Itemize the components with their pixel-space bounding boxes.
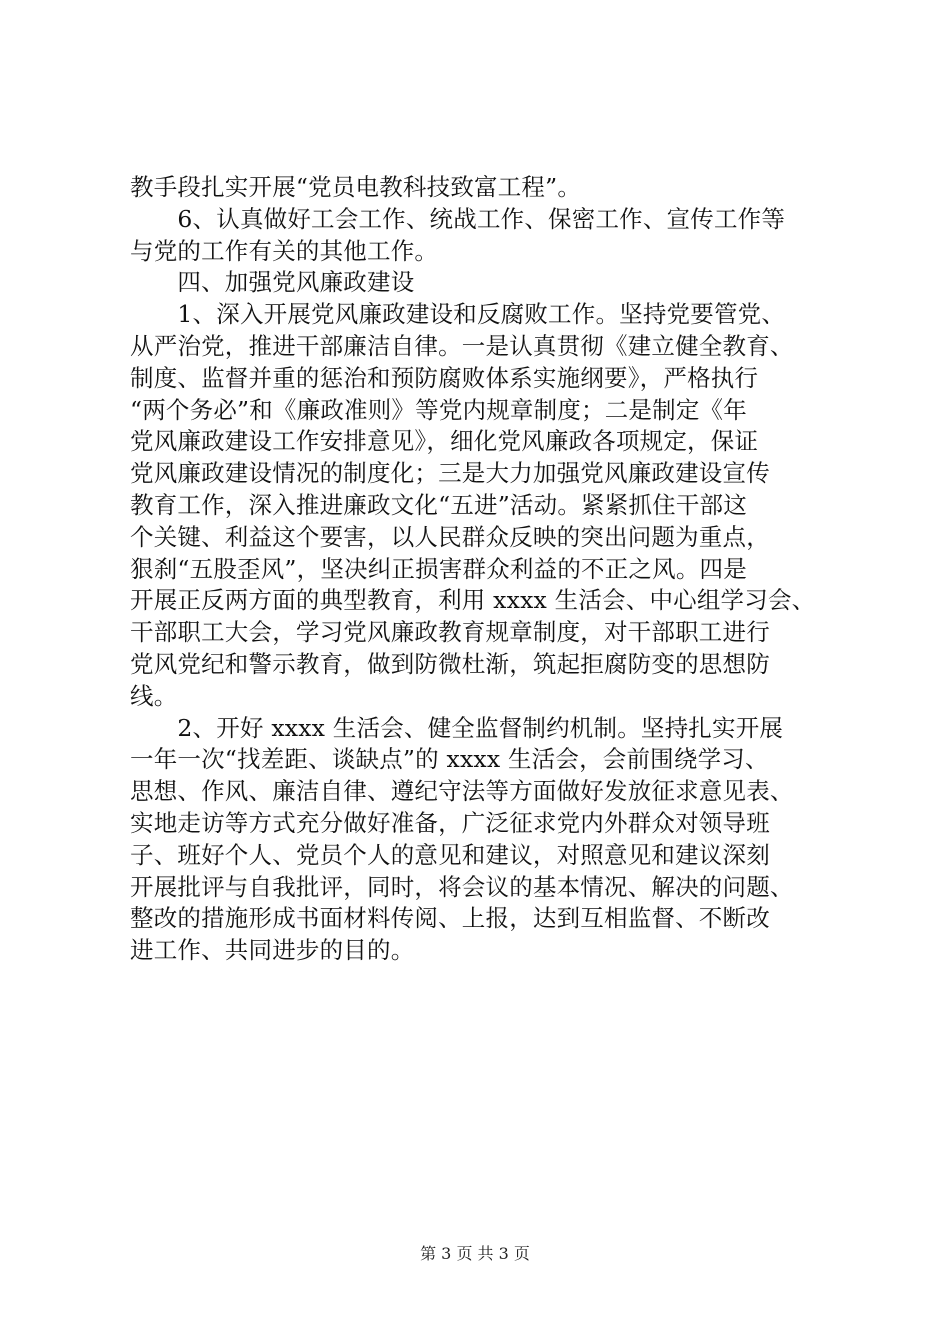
- text-line: 制度、监督并重的惩治和预防腐败体系实施纲要》，严格执行: [130, 363, 759, 392]
- text-line: 思想、作风、廉洁自律、遵纪守法等方面做好发放征求意见表、: [130, 777, 794, 806]
- page-footer: 第 3 页 共 3 页: [420, 1244, 530, 1263]
- text-line: 党风廉政建设工作安排意见》，细化党风廉政各项规定，保证: [130, 427, 759, 456]
- text-line: 个关键、利益这个要害，以人民群众反映的突出问题为重点，: [130, 522, 770, 551]
- text-line: 实地走访等方式充分做好准备，广泛征求党内外群众对领导班: [130, 808, 770, 837]
- text-line: 与党的工作有关的其他工作。: [130, 236, 439, 265]
- text-line: 2、开好 xxxx 生活会、健全监督制约机制。坚持扎实开展: [130, 713, 784, 742]
- text-line: 一年一次“找差距、谈缺点”的 xxxx 生活会，会前围绕学习、: [130, 745, 769, 774]
- text-line: 狠刹“五股歪风”，坚决纠正损害群众利益的不正之风。四是: [130, 554, 747, 583]
- text-line: 教育工作，深入推进廉政文化“五进”活动。紧紧抓住干部这: [130, 490, 747, 519]
- text-line: 进工作、共同进步的目的。: [130, 936, 415, 965]
- text-line: 线。: [130, 681, 178, 710]
- text-line: 干部职工大会，学习党风廉政教育规章制度，对干部职工进行: [130, 618, 770, 647]
- text-line: 党风廉政建设情况的制度化；三是大力加强党风廉政建设宣传: [130, 459, 770, 488]
- text-line: 子、班好个人、党员个人的意见和建议，对照意见和建议深刻: [130, 840, 770, 869]
- text-line: 1、深入开展党风廉政建设和反腐败工作。坚持党要管党、: [130, 300, 786, 329]
- text-line: 党风党纪和警示教育，做到防微杜渐，筑起拒腐防变的思想防: [130, 649, 770, 678]
- document-body: [130, 172, 830, 967]
- text-line: 从严治党，推进干部廉洁自律。一是认真贯彻《建立健全教育、: [130, 331, 794, 360]
- text-line: 开展批评与自我批评，同时，将会议的基本情况、解决的问题、: [130, 872, 794, 901]
- text-line: “两个务必”和《廉政准则》等党内规章制度；二是制定《年: [130, 395, 747, 424]
- text-line: 6、认真做好工会工作、统战工作、保密工作、宣传工作等: [130, 204, 786, 233]
- text-line: 开展正反两方面的典型教育，利用 xxxx 生活会、中心组学习会、: [130, 586, 816, 615]
- section-heading: 四、加强党风廉政建设: [130, 268, 415, 297]
- text-line: 教手段扎实开展“党员电教科技致富工程”。: [130, 173, 582, 201]
- text-line: 整改的措施形成书面材料传阅、上报，达到互相监督、不断改: [130, 904, 770, 933]
